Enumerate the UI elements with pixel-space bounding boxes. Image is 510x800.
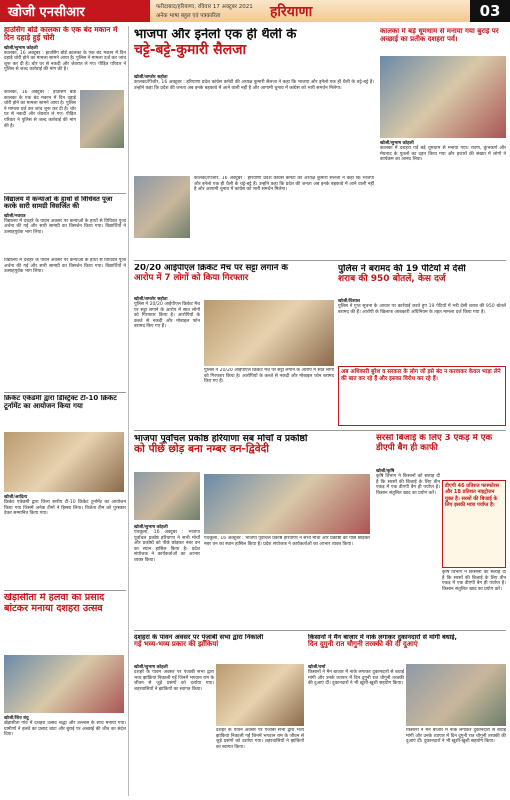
article-kalka-dussehra — [380, 28, 506, 54]
headline: कालका में बड़े धूमधाम से मनाया गया बुराई पर अच्छाई का प्रतीक दशहरा पर्व। — [380, 28, 499, 43]
headline: विद्यालय में कन्याओं के हाथों से विधिवत पूजा करके सारी सामग्री विसर्जित की — [4, 196, 113, 211]
byline: खोजी/शमशेर सहोता — [134, 297, 168, 302]
headline-line2: को पीछे छोड़ बना नम्बर वन-द्विवेदी — [134, 443, 269, 456]
bjp-meeting-photo — [204, 474, 370, 534]
headline: क्रिकेट एकेडमी द्वारा डिस्ट्रिक्ट टी-10 क्रिकेट टूर्नामेंट का आयोजन किया गया — [4, 395, 117, 410]
divider — [134, 630, 506, 631]
article-body: कालका/पिंजौर, 16 अक्टूबर : हरियाणा प्रदेश कांग्रेस कमेटी की अध्यक्ष कुमारी सैलजा ने कहा कि भाजपा और इनेलो एक ही थैली के चट्टे-बट्टे हैं। उन्होंने कहा कि प्रदेश की जनता अब इनके बहकावे में आने वाली नहीं है और आगामी चुनाव में कांग्रेस को भारी समर्थन मिलेगा। — [134, 80, 374, 91]
byline: खोजी/कृषि — [376, 469, 395, 474]
page-number: 03 — [470, 0, 510, 22]
article-bjp-body — [134, 524, 200, 624]
headline-line1: 20/20 आईपीएल क्रिकेट मैच पर सट्टा लगाने के — [134, 264, 288, 273]
article-body: खेड़ासीता गांव में दशहरा उत्सव श्रद्धा और उल्लास के साथ मनाया गया। ग्रामीणों ने हलवे का प्रसाद बांटा और बुराई पर अच्छाई की जीत का संदेश दिया। — [4, 721, 126, 738]
headline-line1: पुलिस ने बरामद की 19 पेटियों में देसी — [338, 264, 466, 274]
article-jhanki-body-continued: दशहरे के पावन अवसर पर पंजाबी सभा द्वारा भव्य झांकियां निकाली गईं जिनमें भगवान राम के जीवन से जुड़े प्रसंगों को दर्शाया गया। शहरवासियों ने झांकियों का स्वागत किया। — [216, 728, 304, 750]
article-ipl-body-continued: पुलिस ने 20/20 आईपीएल क्रिकेट मैच पर सट्टा लगाने के आरोप में सात लोगों को गिरफ्तार किया है। आरोपियों के कब्जे से नकदी और मोबाइल फोन बरामद किए गए हैं। — [204, 368, 334, 385]
article-farmers-body-continued: किसानों ने मैन बाजार में नाके लगाकर दुकानदारों से बधाई मांगी और उनके व्यापार में दिन दुगुनी रात चौगुनी तरक्की की दुआएं दीं। दुकानदारों ने भी खुशी-खुशी सहयोग किया। — [406, 728, 506, 745]
highlight-text: डीएपी 46 प्रतिशत फास्फोरस और 18 प्रतिशत नाइट्रोजन युक्त है। सरसों की बिजाई के लिए इसकी मात्रा पर्याप्त है। — [445, 483, 499, 509]
article-farmers-body — [308, 664, 404, 796]
article-body: कृषि विभाग ने किसानों को सलाह दी है कि सरसों की बिजाई के लिए तीन एकड़ में एक डीएपी बैग ही पर्याप्त है। किसान संतुलित खाद का प्रयोग करें। — [376, 474, 440, 496]
article-body: पुलिस ने गुप्त सूचना के आधार पर कार्रवाई करते हुए 19 पेटियों में भरी देसी शराब की 950 बोतलें बरामद की हैं। आरोपी के खिलाफ आबकारी अधिनियम के तहत मामला दर्ज किया गया है। — [338, 304, 506, 315]
article-ipl-betting — [134, 264, 334, 294]
jhanki-photo — [216, 664, 304, 726]
headline-line2: दिन दुगुनी रात चौगुनी तरक्की की दी दुआएं — [308, 640, 418, 649]
kherasita-photo — [4, 655, 124, 713]
ipl-arrest-photo — [204, 300, 334, 366]
headline-line1: भाजपा और इनेलो एक ही थैली के — [134, 28, 297, 42]
byline: खोजी/सुभाष कोहली — [4, 45, 38, 51]
cricket-photo — [4, 432, 124, 492]
byline: खोजी/सुभाष कोहली — [380, 141, 414, 146]
article-kalka-body — [380, 140, 506, 258]
article-body: पंचकूला, 16 अक्टूबर : भाजपा पूर्वांचल प्रकोष्ठ हरियाणा ने सभी मोर्चों और प्रकोष्ठों को पीछे छोड़कर नंबर वन का स्थान हासिल किया है। प्रदेश संयोजक ने कार्यकर्ताओं का आभार व्यक्त किया। — [134, 530, 200, 563]
divider — [4, 392, 126, 393]
article-body: दशहरे के पावन अवसर पर पंजाबी सभा द्वारा भव्य झांकियां निकाली गईं जिनमें भगवान राम के जीवन से जुड़े प्रसंगों को दर्शाया गया। शहरवासियों ने झांकियों का स्वागत किया। — [134, 670, 214, 692]
article-kherasita-dussehra — [4, 593, 126, 653]
article-jhanki-body — [134, 664, 214, 796]
headline-line2: शराब की 950 बोतलें, केस दर्ज — [338, 274, 446, 285]
article-body: कालका, 16 अक्टूबर : हाउसिंग बोर्ड कालका के एक बंद मकान में दिन दहाड़े चोरी होने का मामला सामने आया है। पुलिस ने मामला दर्ज कर जांच शुरू कर दी है। चोर घर से नकदी और जेवरात ले गए। पीड़ित परिवार ने पुलिस से जल्द कार्रवाई की मांग की है। — [4, 50, 126, 73]
divider — [4, 193, 126, 194]
article-mustard-sowing — [376, 434, 506, 464]
kalka-photo — [380, 56, 506, 138]
masthead-strip — [150, 0, 470, 22]
column-divider — [128, 26, 129, 796]
tagline: अनेक भाषा बहुल एवं पत्रकारिता — [156, 13, 221, 19]
article-housing-theft — [4, 26, 126, 88]
article-mustard-body-continued: कृषि विभाग ने किसानों को सलाह दी है कि सरसों की बिजाई के लिए तीन एकड़ में एक डीएपी बैग ही पर्याप्त है। किसान संतुलित खाद का प्रयोग करें। — [442, 570, 506, 592]
article-farmers-market — [308, 634, 506, 662]
article-bjp-body-continued: पंचकूला, 16 अक्टूबर : भाजपा पूर्वांचल प्रकोष्ठ हरियाणा ने सभी मोर्चों और प्रकोष्ठों को पीछे छोड़कर नंबर वन का स्थान हासिल किया है। प्रदेश संयोजक ने कार्यकर्ताओं का आभार व्यक्त किया। — [204, 536, 370, 547]
headline-line2: गई भव्य-भव्य प्रकार की झाँकियां — [134, 640, 219, 649]
article-kherasita-body — [4, 715, 126, 797]
article-body-continued: कालका, 16 अक्टूबर : हाउसिंग बोर्ड कालका के एक बंद मकान में दिन दहाड़े चोरी होने का मामला सामने आया है। पुलिस ने मामला दर्ज कर जांच शुरू कर दी है। चोर घर से नकदी और जेवरात ले गए। पीड़ित परिवार ने पुलिस से जल्द कार्रवाई की मांग की है। — [4, 90, 76, 129]
farmers-photo — [406, 664, 506, 726]
article-body: क्रिकेट एकेडमी द्वारा जिला स्तरीय टी-10 क्रिकेट टूर्नामेंट का आयोजन किया गया जिसमें अनेक टीमों ने हिस्सा लिया। विजेता टीम को पुरस्कार देकर सम्मानित किया गया। — [4, 500, 126, 517]
byline: खोजी/आदित्य — [4, 495, 28, 500]
byline: खोजी/शमशेर सहोता — [134, 75, 168, 80]
article-school-puja — [4, 196, 126, 256]
lead-body-continued: कालका/पिंजौर, 16 अक्टूबर : हरियाणा प्रदेश कांग्रेस कमेटी की अध्यक्ष कुमारी सैलजा ने कहा कि भाजपा और इनेलो एक ही थैली के चट्टे-बट्टे हैं। उन्होंने कहा कि प्रदेश की जनता अब इनके बहकावे में आने वाली नहीं है और आगामी चुनाव में कांग्रेस को भारी समर्थन मिलेगा। — [194, 176, 374, 193]
article-punjabi-sabha-jhanki — [134, 634, 304, 662]
article-body: पुलिस ने 20/20 आईपीएल क्रिकेट मैच पर सट्टा लगाने के आरोप में सात लोगों को गिरफ्तार किया है। आरोपियों के कब्जे से नकदी और मोबाइल फोन बरामद किए गए हैं। — [134, 302, 200, 330]
byline: खोजी/सुभाष कोहली — [134, 665, 168, 670]
section-title: हरियाणा — [270, 4, 313, 20]
article-mustard-body — [376, 468, 440, 628]
highlight-text: अब अधिकारी बुरेश व सरकार के लोग जो इसे बंद न करवाकर केवल भाड़ा लेने की बात कर रहे हैं और इसका विरोध कर रहे हैं। — [341, 369, 501, 382]
article-ipl-body — [134, 296, 200, 426]
divider — [134, 430, 506, 431]
headline-line2: आरोप में 7 लोगों को किया गिरफ्तार — [134, 272, 249, 283]
article-cricket-academy — [4, 395, 126, 431]
byline: खोजी/शिव बंधु — [4, 716, 29, 721]
brand-name: खोजी एनसीआर — [8, 5, 85, 20]
article-cricket-body — [4, 494, 126, 584]
byline: खोजी/वर्मा — [308, 665, 326, 670]
headline-line1: दशहरा के पावन अवसर पर पंजाबी सभा द्वारा निकाली — [134, 634, 264, 641]
divider — [134, 260, 506, 261]
headline-line2: चट्टे-बट्टे-कुमारी सैलजा — [134, 41, 247, 58]
byline: खोजी/विशाल — [338, 299, 360, 304]
divider — [4, 590, 126, 591]
byline: खोजी/नवरात्र — [4, 213, 26, 219]
lead-body — [134, 74, 374, 174]
headline-line1: किसानों ने मैन बाजार में नाके लगाकर दुकानदारों से मांगी बधाई, — [308, 634, 457, 641]
bjp-portrait-photo — [134, 472, 200, 520]
byline: खोजी/सुभाष कोहली — [134, 525, 168, 530]
headline: खेड़ासीता में हलवा का प्रसाद बांटकर मनाया दशहरा उत्सव — [4, 593, 105, 614]
portrait-photo — [80, 90, 124, 148]
article-liquor-body — [338, 298, 506, 364]
headline: सरसों बिजाई के लिए 3 एकड़ में एक डीएपी बैग ही काफी — [376, 434, 493, 453]
article-body: विद्यालय में दशहरे के पावन अवसर पर कन्याओं के हाथों से विधिवत पूजा अर्चना की गई और सारी सामग्री का विसर्जन किया गया। विद्यार्थियों ने उत्साहपूर्वक भाग लिया। — [4, 218, 126, 235]
lead-headline — [134, 28, 374, 70]
headline-line1: भाजपा पूर्वांचल प्रकोष्ठ हरियाणा सब मोर्चों व प्रकोष्ठों — [134, 434, 308, 444]
mustard-highlight-box — [442, 480, 506, 568]
liquor-highlight-box — [338, 366, 506, 426]
article-body: कालका में दशहरा पर्व बड़े धूमधाम से मनाया गया। रावण, कुंभकर्ण और मेघनाद के पुतलों का दहन किया गया और हजारों की संख्या में लोगों ने कार्यक्रम का आनंद लिया। — [380, 146, 506, 163]
article-body: किसानों ने मैन बाजार में नाके लगाकर दुकानदारों से बधाई मांगी और उनके व्यापार में दिन दुगुनी रात चौगुनी तरक्की की दुआएं दीं। दुकानदारों ने भी खुशी-खुशी सहयोग किया। — [308, 670, 404, 687]
article-body-filler: विद्यालय में दशहरे के पावन अवसर पर कन्याओं के हाथों से विधिवत पूजा अर्चना की गई और सारी सामग्री का विसर्जन किया गया। विद्यार्थियों ने उत्साहपूर्वक भाग लिया। — [4, 258, 126, 275]
article-bjp-purvanchal — [134, 434, 370, 470]
dateline: फरीदाबाद/हरियाणा, रविवार 17 अक्टूबर 2021 — [156, 4, 253, 10]
masthead-brand-bar — [0, 0, 150, 22]
headline: हाउसिंग बोर्ड कालका के एक बंद मकान में दिन दहाड़े हुई चोरी — [4, 26, 118, 43]
lead-portrait-photo — [134, 176, 190, 238]
article-liquor-seizure — [338, 264, 506, 294]
